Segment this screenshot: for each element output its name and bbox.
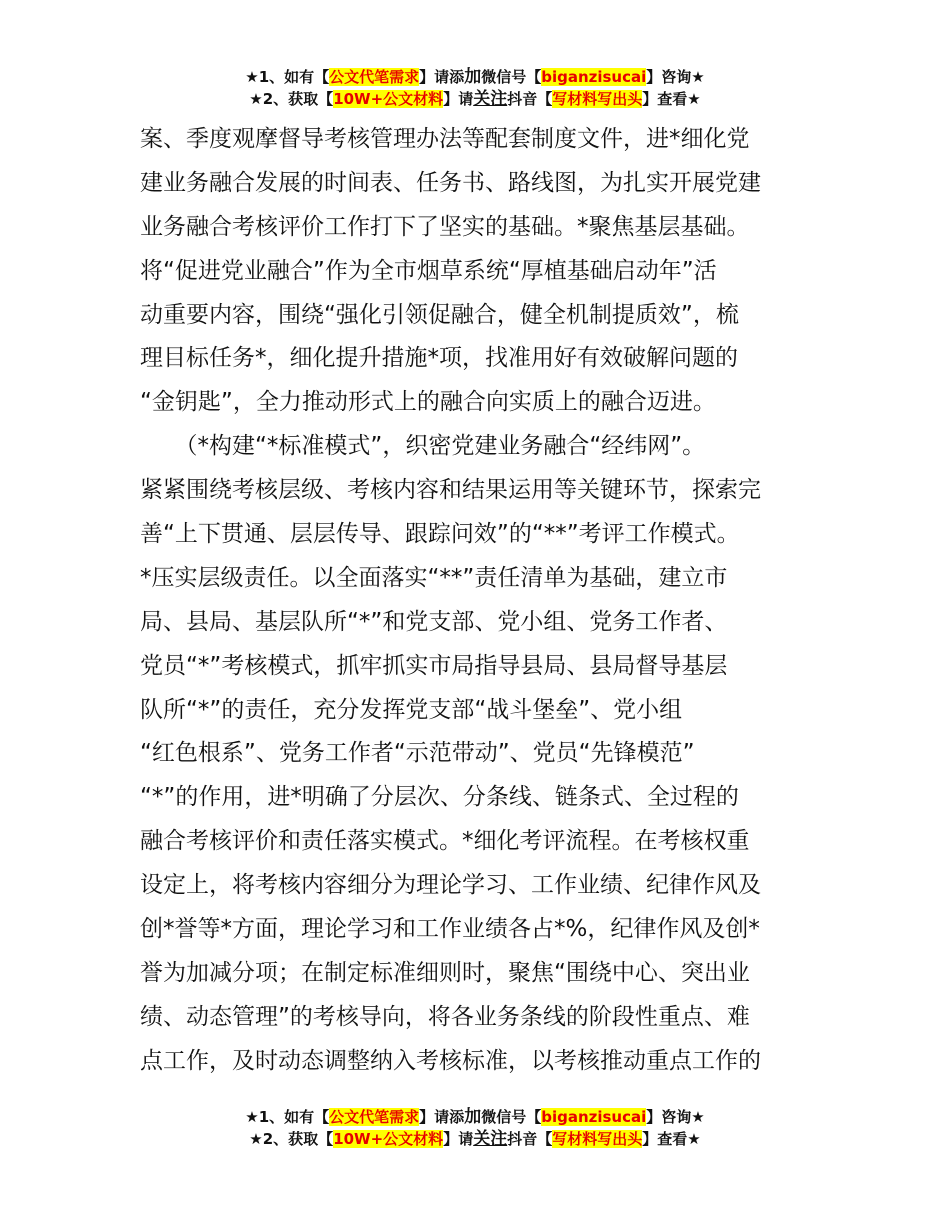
promo-wechat-id: biganzisucai (541, 1108, 647, 1126)
body-line: 善“上下贯通、层层传导、跟踪问效”的“**”考评工作模式。 (140, 521, 740, 548)
promo-text: 】请 (443, 1130, 474, 1148)
body-line: “*”的作用，进*明确了分层次、分条线、链条式、全过程的 (140, 784, 739, 811)
promo-line-1 (0, 66, 950, 88)
body-line: 设定上，将考核内容细分为理论学习、工作业绩、纪律作风及 (140, 872, 761, 899)
promo-text: 加 (464, 1107, 482, 1127)
body-line: （*构建“*标准模式”，织密党建业务融合“经纬网”。 (140, 433, 706, 460)
body-line: 誉为加减分项；在制定标准细则时，聚焦“围绕中心、突出业 (140, 959, 750, 986)
promo-text: 】请添 (419, 68, 465, 86)
promo-banner-bottom (0, 1106, 950, 1150)
body-line: 业务融合考核评价工作打下了坚实的基础。*聚焦基层基础。 (140, 213, 750, 240)
body-line: 党员“*”考核模式，抓牢抓实市局指导县局、县局督导基层 (140, 652, 728, 679)
promo-text: ★2、获取【 (249, 90, 334, 108)
promo-highlight: 公文代笔需求 (329, 1108, 420, 1126)
promo-text: 微信号【 (481, 68, 542, 86)
promo-text: 抖音【 (507, 90, 553, 108)
promo-highlight: 写材料写出头 (552, 90, 643, 108)
body-line: 点工作，及时动态调整纳入考核标准，以考核推动重点工作的 (140, 1047, 761, 1074)
promo-text: 关注 (473, 89, 508, 109)
body-line: 融合考核评价和责任落实模式。*细化考评流程。在考核权重 (140, 828, 750, 855)
body-line: 理目标任务*，细化提升措施*项，找准用好有效破解问题的 (140, 345, 738, 372)
body-line: 动重要内容，围绕“强化引领促融合，健全机制提质效”，梳 (140, 301, 739, 328)
body-line: “金钥匙”，全力推动形式上的融合向实质上的融合迈进。 (140, 389, 716, 416)
promo-text: 加 (464, 67, 482, 87)
body-line: “红色根系”、党务工作者“示范带动”、党员“先锋模范” (140, 740, 695, 767)
promo-highlight: 10W+公文材料 (333, 90, 444, 108)
promo-line-1 (0, 1106, 950, 1128)
body-line: 绩、动态管理”的考核导向，将各业务条线的阶段性重点、难 (140, 1003, 750, 1030)
promo-text: ★2、获取【 (249, 1130, 334, 1148)
document-body (140, 118, 830, 1084)
promo-wechat-id: biganzisucai (541, 68, 647, 86)
body-line: 创*誉等*方面，理论学习和工作业绩各占*%，纪律作风及创* (140, 916, 760, 943)
promo-text: 】咨询★ (646, 1108, 705, 1126)
promo-text: 】请 (443, 90, 474, 108)
body-line: 案、季度观摩督导考核管理办法等配套制度文件，进*细化党 (140, 126, 750, 152)
promo-text: 】咨询★ (646, 68, 705, 86)
promo-text: ★1、如有【 (245, 68, 330, 86)
promo-highlight: 公文代笔需求 (329, 68, 420, 86)
promo-text: 】查看★ (642, 90, 701, 108)
body-line: *压实层级责任。以全面落实“**”责任清单为基础，建立市 (140, 564, 728, 591)
promo-text: 】请添 (419, 1108, 465, 1126)
promo-text: 关注 (473, 1129, 508, 1149)
body-line: 将“促进党业融合”作为全市烟草系统“厚植基础启动年”活 (140, 257, 717, 284)
promo-highlight: 写材料写出头 (552, 1130, 643, 1148)
promo-text: ★1、如有【 (245, 1108, 330, 1126)
promo-line-2 (0, 88, 950, 110)
body-line: 局、县局、基层队所“*”和党支部、党小组、党务工作者、 (140, 608, 728, 635)
promo-text: 抖音【 (507, 1130, 553, 1148)
body-line: 建业务融合发展的时间表、任务书、路线图，为扎实开展党建 (140, 169, 761, 196)
body-line: 队所“*”的责任，充分发挥党支部“战斗堡垒”、党小组 (140, 696, 683, 723)
promo-banner-top (0, 66, 950, 110)
promo-text: 微信号【 (481, 1108, 542, 1126)
promo-text: 】查看★ (642, 1130, 701, 1148)
promo-line-2 (0, 1128, 950, 1150)
promo-highlight: 10W+公文材料 (333, 1130, 444, 1148)
body-line: 紧紧围绕考核层级、考核内容和结果运用等关键环节，探索完 (140, 477, 761, 504)
